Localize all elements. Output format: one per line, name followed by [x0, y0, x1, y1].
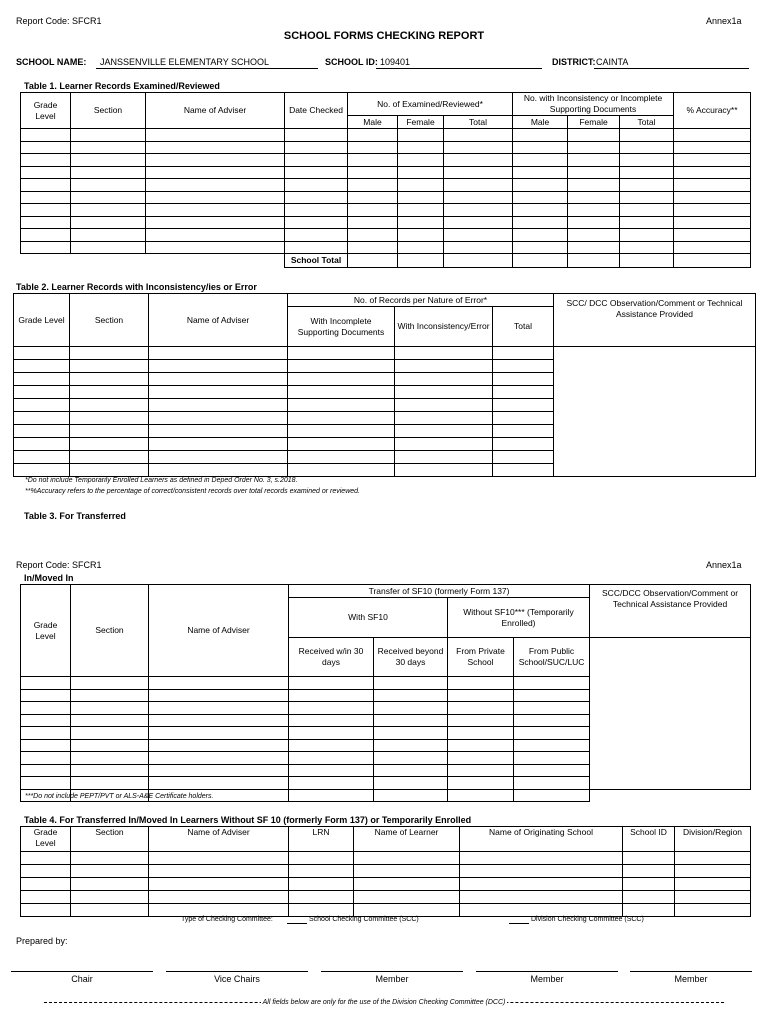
table-row — [21, 179, 751, 192]
member1-signature-line[interactable] — [321, 971, 463, 972]
table2-caption: Table 2. Learner Records with Inconsistency/ies or Error — [16, 282, 257, 292]
t3-from-public-header: From Public School/SUC/LUC — [514, 638, 590, 677]
table-row — [21, 241, 751, 254]
table-row — [21, 891, 751, 904]
table-row — [21, 216, 751, 229]
table-row — [21, 865, 751, 878]
t3-without-sf10-header: Without SF10*** (Temporarily Enrolled) — [448, 598, 590, 638]
t1-section-header: Section — [71, 93, 146, 129]
t3-transfer-header: Transfer of SF10 (formerly Form 137) — [289, 585, 590, 598]
table3 — [20, 584, 751, 802]
t3-grade-header: Grade Level — [21, 585, 71, 677]
note-1: *Do not include Temporarily Enrolled Learners as defined in Deped Order No. 3, s.2018. — [25, 477, 298, 484]
table-row — [21, 141, 751, 154]
table4 — [20, 826, 751, 917]
table-row — [21, 878, 751, 891]
table-row — [21, 904, 751, 917]
t3-observation-header: SCC/DCC Observation/Comment or Technical Assistance Provided — [590, 585, 751, 638]
t1-adviser-header: Name of Adviser — [146, 93, 285, 129]
t2-nature-header: No. of Records per Nature of Error* — [288, 294, 554, 307]
school-name-value: JANSSENVILLE ELEMENTARY SCHOOL — [100, 57, 270, 67]
t2-total-header: Total — [493, 307, 554, 347]
district-label: DISTRICT: — [552, 57, 596, 67]
member3-signature-line[interactable] — [630, 971, 752, 972]
t3-from-private-header: From Private School — [448, 638, 514, 677]
page-title: SCHOOL FORMS CHECKING REPORT — [283, 30, 485, 42]
t1-inconsistency-header: No. with Inconsistency or Incomplete Supporting Documents — [513, 93, 674, 116]
t1-total-header: Total — [444, 116, 513, 129]
t3-with-sf10-header: With SF10 — [289, 598, 448, 638]
chair-label: Chair — [71, 974, 93, 984]
t3-adviser-header: Name of Adviser — [149, 585, 289, 677]
annex-label: Annex1a — [706, 16, 742, 26]
note-3: ***Do not include PEPT/PVT or ALS-A&E Certificate holders. — [25, 793, 214, 800]
t4-lrn-header: LRN — [289, 827, 354, 852]
school-name-field[interactable] — [96, 57, 318, 69]
t1-male2-header: Male — [513, 116, 568, 129]
t1-accuracy-header: % Accuracy** — [674, 93, 751, 129]
t4-learner-header: Name of Learner — [354, 827, 460, 852]
school-id-label: SCHOOL ID: — [325, 57, 378, 67]
t1-female-header: Female — [398, 116, 444, 129]
t3-observation-cell[interactable] — [590, 638, 751, 790]
t1-total2-header: Total — [620, 116, 674, 129]
school-total-label: School Total — [285, 254, 348, 268]
chair-signature-line[interactable] — [11, 971, 153, 972]
prepared-by-label: Prepared by: — [16, 936, 68, 946]
table-row — [14, 347, 756, 360]
dcc-note-wrap — [0, 997, 768, 1006]
dcc-note: All fields below are only for the use of the Division Checking Committee (DCC) — [262, 999, 506, 1006]
t2-incomplete-header: With Incomplete Supporting Documents — [288, 307, 395, 347]
table-row — [21, 191, 751, 204]
table4-caption: Table 4. For Transferred In/Moved In Learners Without SF 10 (formerly Form 137) or Temporarily Enrolled — [24, 815, 472, 825]
t3-received-beyond-header: Received beyond 30 days — [374, 638, 448, 677]
school-name-label: SCHOOL NAME: — [16, 57, 87, 67]
table-row — [21, 129, 751, 142]
t1-examined-header: No. of Examined/Reviewed* — [348, 93, 513, 116]
table-row — [21, 852, 751, 865]
school-id-value: 109401 — [380, 57, 411, 67]
t4-division-header: Division/Region — [675, 827, 751, 852]
t4-school-id-header: School ID — [623, 827, 675, 852]
district-value: CAINTA — [596, 57, 629, 67]
t4-adviser-header: Name of Adviser — [149, 827, 289, 852]
report-code-2: Report Code: SFCR1 — [16, 560, 102, 570]
t2-grade-header: Grade Level — [14, 294, 70, 347]
vice-chair-signature-line[interactable] — [166, 971, 308, 972]
district-field[interactable] — [594, 57, 749, 69]
t4-origin-header: Name of Originating School — [460, 827, 623, 852]
member3-label: Member — [674, 974, 708, 984]
dcc-checkbox-line[interactable] — [509, 923, 529, 924]
table-row — [21, 204, 751, 217]
t1-grade-header: Grade Level — [21, 93, 71, 129]
t2-observation-cell[interactable] — [554, 347, 756, 477]
table-row — [21, 166, 751, 179]
member2-label: Member — [530, 974, 564, 984]
table3-caption: Table 3. For Transferred — [24, 511, 126, 521]
t2-section-header: Section — [70, 294, 149, 347]
committee-type-label: Type of Checking Committee: — [181, 916, 273, 923]
t1-female2-header: Female — [568, 116, 620, 129]
vice-chair-label: Vice Chairs — [214, 974, 260, 984]
report-code: Report Code: SFCR1 — [16, 16, 102, 26]
t1-date-header: Date Checked — [285, 93, 348, 129]
school-id-field[interactable] — [376, 57, 542, 69]
table-row — [21, 229, 751, 242]
table-row — [21, 154, 751, 167]
annex-label-2: Annex1a — [706, 560, 742, 570]
t4-section-header: Section — [71, 827, 149, 852]
table2 — [13, 293, 756, 477]
scc-checkbox-line[interactable] — [287, 923, 307, 924]
member1-label: Member — [375, 974, 409, 984]
t2-adviser-header: Name of Adviser — [149, 294, 288, 347]
t4-grade-header: Grade Level — [21, 827, 71, 852]
table1 — [20, 92, 751, 268]
member2-signature-line[interactable] — [476, 971, 618, 972]
dcc-option: Division Checking Committee (SCC) — [531, 916, 644, 923]
school-total-row — [21, 254, 751, 268]
table3-sub-caption: In/Moved In — [24, 573, 74, 583]
scc-option: School Checking Committee (SCC) — [309, 916, 419, 923]
t2-observation-header: SCC/ DCC Observation/Comment or Technical Assistance Provided — [554, 294, 756, 347]
note-2: **%Accuracy refers to the percentage of correct/consistent records over total records examined or reviewed. — [25, 488, 360, 495]
t3-section-header: Section — [71, 585, 149, 677]
table1-caption: Table 1. Learner Records Examined/Reviewed — [24, 81, 220, 91]
t2-inconsistency-header: With Inconsistency/Error — [395, 307, 493, 347]
t3-received-30-header: Received w/in 30 days — [289, 638, 374, 677]
t1-male-header: Male — [348, 116, 398, 129]
